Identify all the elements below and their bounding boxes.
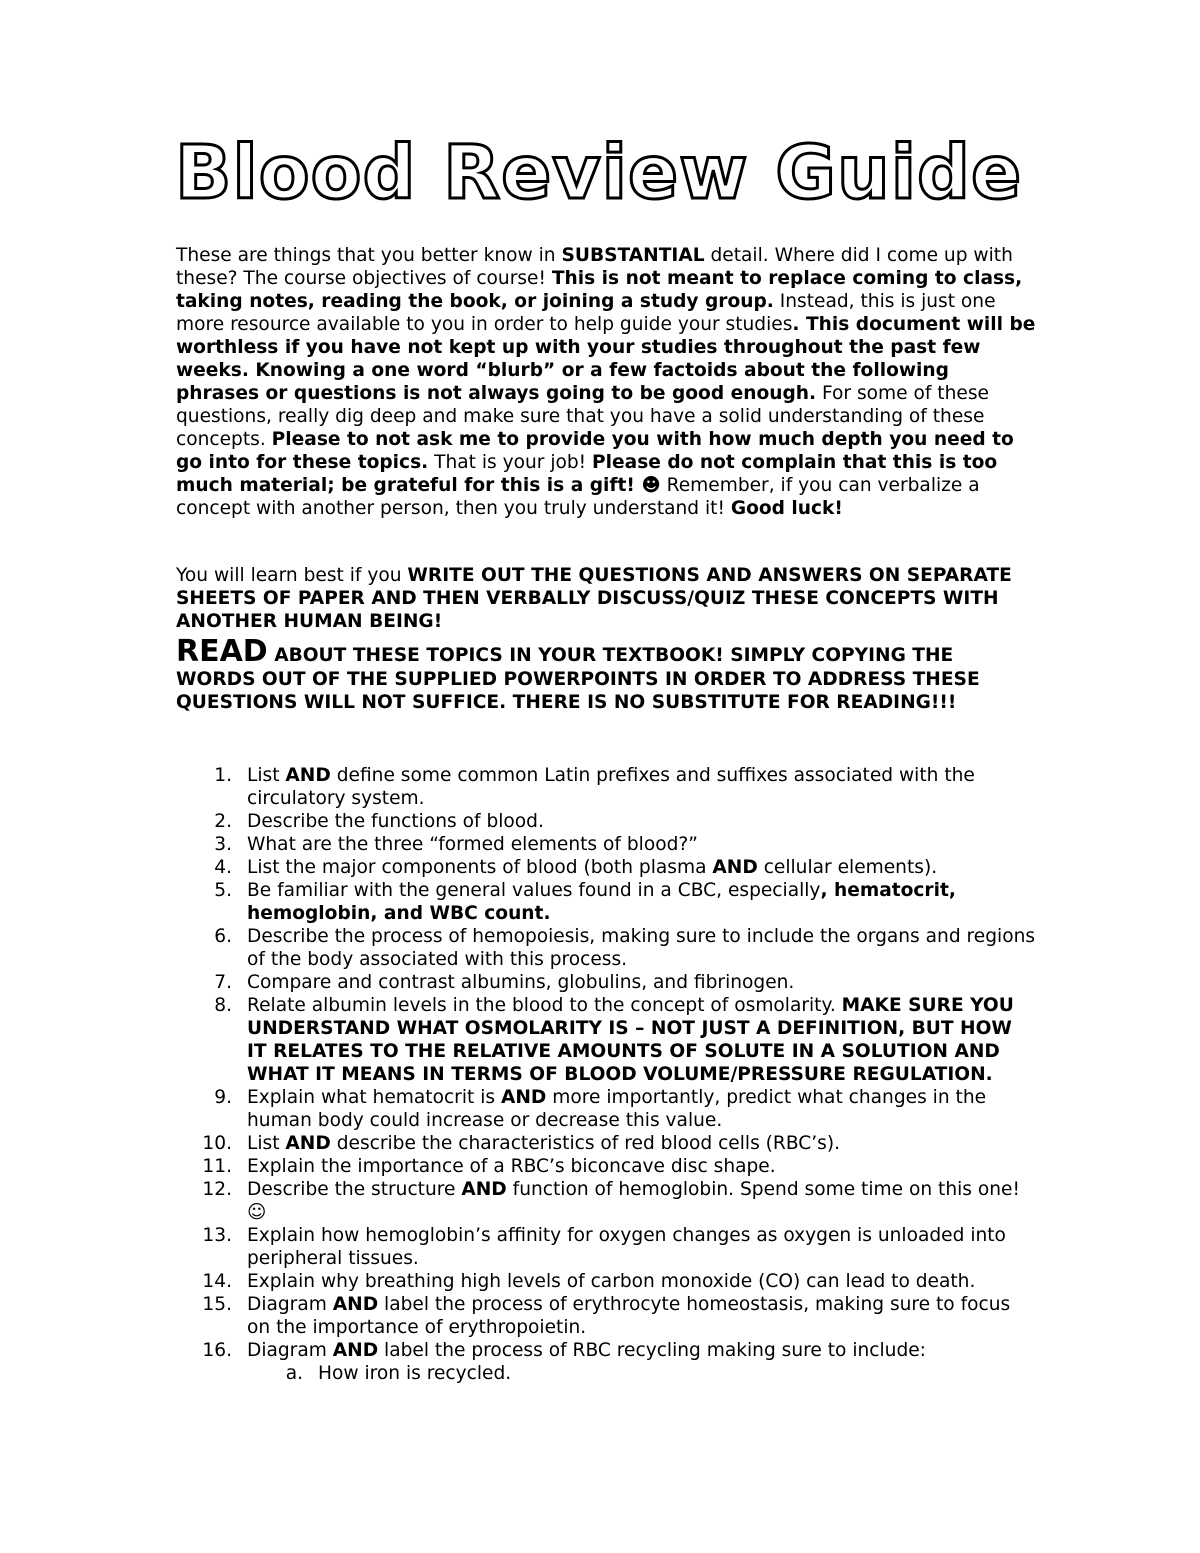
list-item: 5. Be familiar with the general values found in a CBC, especially, hematocrit, hemoglobin, and WBC count. <box>214 880 956 924</box>
list-item: 13. Explain how hemoglobin’s affinity for oxygen changes as oxygen is unloaded into peripheral tissues. <box>202 1225 1006 1269</box>
list-item: 15. Diagram AND label the process of erythrocyte homeostasis, making sure to focus on the importance of erythropoietin. <box>202 1294 1011 1338</box>
intro-paragraph: These are things that you better know in SUBSTANTIAL detail. Where did I come up with these? The course objectives of course! This is not meant to replace coming to class, taking notes, reading the book, or joining a study group. Instead, this is just one more resource available to you in order to help guide your studies. This document will be worthless if you have not kept up with your studies throughout the past few weeks. Knowing a one word “blurb” or a few factoids about the following phrases or questions is not always going to be good enough. For some of these questions, really dig deep and make sure that you have a solid understanding of these concepts. Please to not ask me to provide you with how much depth you need to go into for these topics. That is your job! Please do not complain that this is too much material; be grateful for this is a gift! ☻ Remember, if you can verbalize a concept with another person, then you truly understand it! Good luck! <box>176 245 1036 519</box>
list-item: 3. What are the three “formed elements of blood?” <box>214 834 698 855</box>
read-heading: READ <box>176 634 268 669</box>
list-item: 14. Explain why breathing high levels of carbon monoxide (CO) can lead to death. <box>202 1271 976 1292</box>
list-item: 10. List AND describe the characteristics of red blood cells (RBC’s). <box>202 1133 841 1154</box>
list-item: 6. Describe the process of hemopoiesis, making sure to include the organs and regions of the body associated with this process. <box>214 926 1036 970</box>
sub-list <box>247 1362 1036 1385</box>
list-item: 7. Compare and contrast albumins, globulins, and fibrinogen. <box>214 972 795 993</box>
question-list <box>176 764 1036 1385</box>
list-item: 9. Explain what hematocrit is AND more importantly, predict what changes in the human body could increase or decrease this value. <box>214 1087 987 1131</box>
list-item: 8. Relate albumin levels in the blood to the concept of osmolarity. MAKE SURE YOU UNDERSTAND WHAT OSMOLARITY IS – NOT JUST A DEFINITION, BUT HOW IT RELATES TO THE RELATIVE AMOUNTS OF SOLUTE IN A SOLUTION AND WHAT IT MEANS IN TERMS OF BLOOD VOLUME/PRESSURE REGULATION. <box>214 995 1014 1085</box>
list-item: 12. Describe the structure AND function of hemoglobin. Spend some time on this one! ☺ <box>202 1179 1020 1223</box>
list-item: 11. Explain the importance of a RBC’s biconcave disc shape. <box>202 1156 776 1177</box>
list-item: 2. Describe the functions of blood. <box>214 811 544 832</box>
list-item: 4. List the major components of blood (both plasma AND cellular elements). <box>214 857 938 878</box>
study-advice-paragraph: You will learn best if you WRITE OUT THE QUESTIONS AND ANSWERS ON SEPARATE SHEETS OF PAPER AND THEN VERBALLY DISCUSS/QUIZ THESE CONCEPTS WITH ANOTHER HUMAN BEING! <box>176 565 1012 632</box>
page-title: Blood Review Guide <box>175 130 1023 216</box>
list-item: 16. Diagram AND label the process of RBC recycling making sure to include: a. How iron is recycled. <box>176 1339 1036 1385</box>
sub-list-item: a. How iron is recycled. <box>285 1363 512 1384</box>
list-item: 1. List AND define some common Latin prefixes and suffixes associated with the circulatory system. <box>214 765 975 809</box>
reading-advice-paragraph: READ ABOUT THESE TOPICS IN YOUR TEXTBOOK! SIMPLY COPYING THE WORDS OUT OF THE SUPPLIED POWERPOINTS IN ORDER TO ADDRESS THESE QUESTIONS WILL NOT SUFFICE. THERE IS NO SUBSTITUTE FOR READING!!! <box>176 634 980 713</box>
